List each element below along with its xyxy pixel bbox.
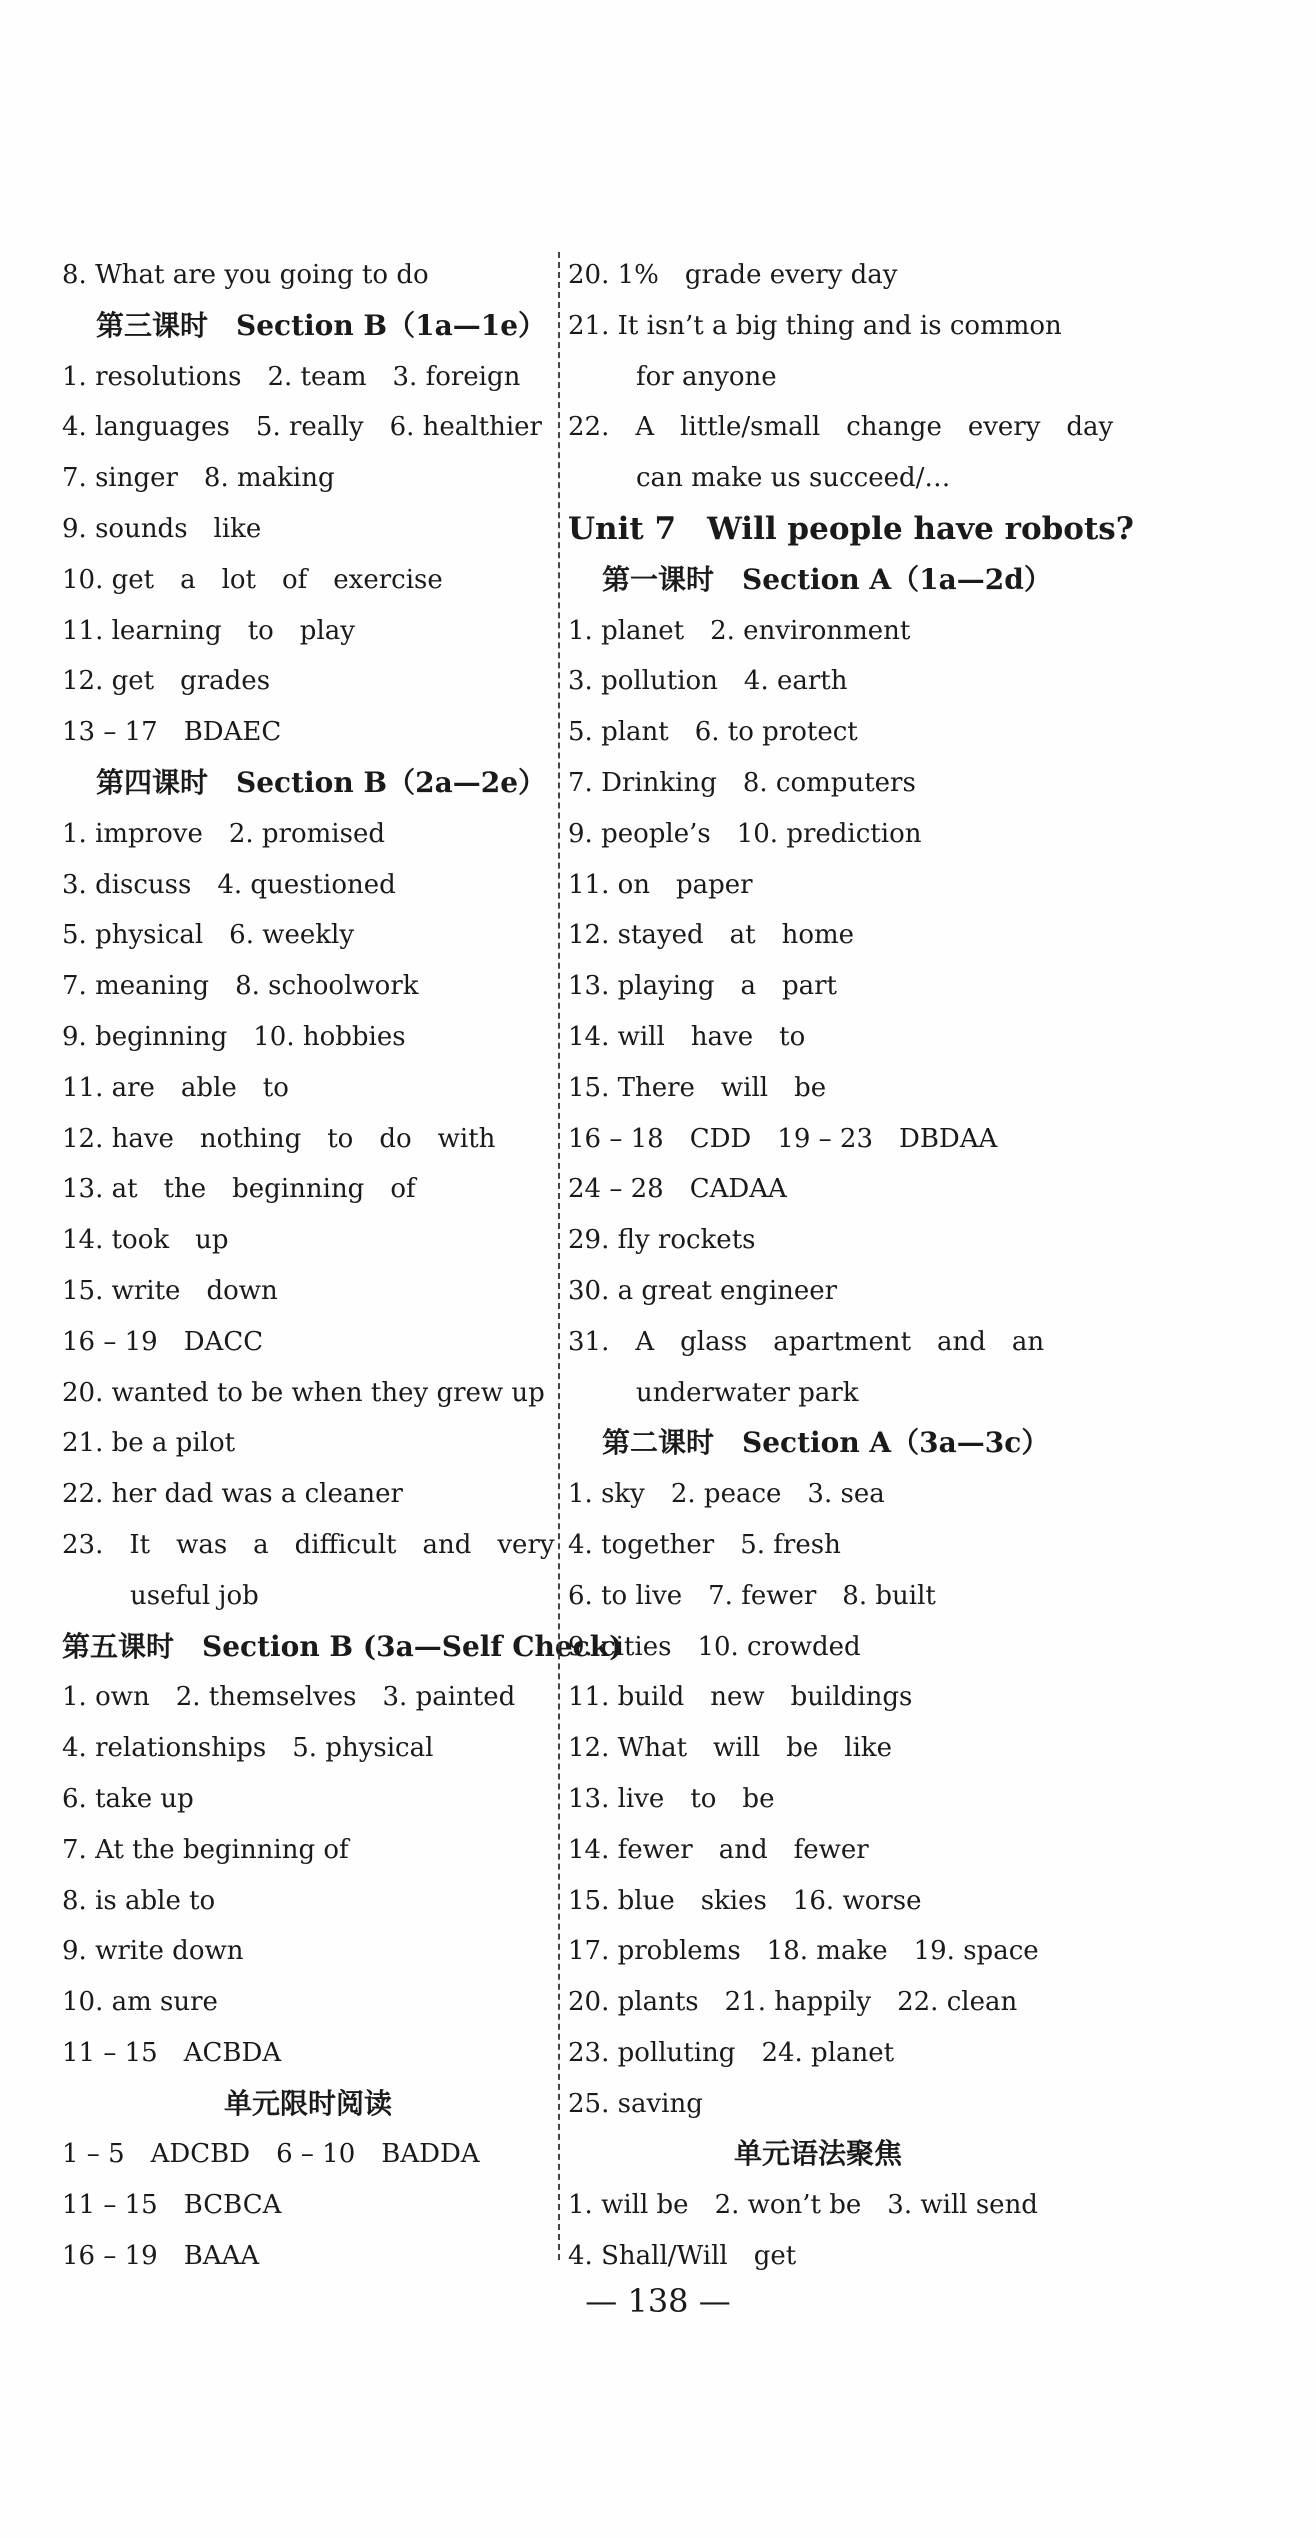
answer-line: 1 – 5 ADCBD 6 – 10 BADDA: [62, 2139, 480, 2170]
answer-line: 1. planet 2. environment: [568, 615, 911, 646]
answer-line: 14. fewer and fewer: [568, 1834, 869, 1865]
unit-title: Unit 7 Will people have robots?: [568, 510, 1134, 547]
answer-line: 17. problems 18. make 19. space: [568, 1936, 1039, 1967]
answer-line: 12. What will be like: [568, 1733, 893, 1764]
answer-line: 15. write down: [62, 1275, 278, 1306]
section-heading: 第五课时 Section B (3a—Self Check): [62, 1629, 623, 1663]
answer-line: 21. be a pilot: [62, 1428, 236, 1459]
section-heading: 第四课时 Section B（2a—2e）: [96, 765, 547, 799]
answer-line: 1. improve 2. promised: [62, 818, 385, 849]
answer-line: 4. together 5. fresh: [568, 1529, 841, 1560]
answer-line: 12. have nothing to do with: [62, 1123, 496, 1154]
answer-line: 13. at the beginning of: [62, 1174, 416, 1205]
answer-line: 5. plant 6. to protect: [568, 717, 858, 748]
answer-line: 4. Shall/Will get: [568, 2241, 797, 2272]
answer-line: 11. build new buildings: [568, 1682, 913, 1713]
answer-line: 25. saving: [568, 2088, 703, 2119]
answer-line: 8. is able to: [62, 1885, 216, 1916]
answer-line: 7. meaning 8. schoolwork: [62, 971, 419, 1002]
answer-line: 21. It isn’t a big thing and is common: [568, 310, 1062, 341]
column-divider: [558, 252, 560, 2260]
answer-line: 15. blue skies 16. worse: [568, 1885, 922, 1916]
answer-line: 16 – 19 BAAA: [62, 2241, 260, 2272]
answer-line: 8. What are you going to do: [62, 260, 429, 290]
answer-line: 9. people’s 10. prediction: [568, 818, 922, 849]
answer-line: 11 – 15 BCBCA: [62, 2190, 282, 2221]
answer-line: 11 – 15 ACBDA: [62, 2037, 282, 2068]
answer-line: 16 – 19 DACC: [62, 1326, 264, 1357]
answer-line: 14. took up: [62, 1225, 229, 1256]
answer-line: 9. cities 10. crowded: [568, 1631, 861, 1662]
answer-line: 13. live to be: [568, 1783, 775, 1814]
answer-line: 3. discuss 4. questioned: [62, 869, 396, 900]
answer-line: 1. sky 2. peace 3. sea: [568, 1479, 885, 1510]
answer-line: 20. plants 21. happily 22. clean: [568, 1987, 1018, 2018]
answer-line: 6. to live 7. fewer 8. built: [568, 1580, 936, 1611]
answer-line: 10. get a lot of exercise: [62, 564, 443, 595]
section-heading: 单元限时阅读: [223, 2086, 392, 2120]
answer-line: 12. get grades: [62, 666, 271, 697]
left-column: [62, 250, 623, 2282]
answer-line: 16 – 18 CDD 19 – 23 DBDAA: [568, 1123, 998, 1154]
answer-line: 7. Drinking 8. computers: [568, 767, 916, 798]
section-heading: 第一课时 Section A（1a—2d）: [602, 562, 1052, 596]
answer-line: 4. relationships 5. physical: [62, 1733, 434, 1764]
page-number: — 138 —: [585, 2282, 731, 2320]
answer-line: 22. her dad was a cleaner: [62, 1479, 403, 1510]
answer-line: 12. stayed at home: [568, 920, 855, 951]
answer-line: 20. 1% grade every day: [568, 260, 898, 290]
answer-line: 7. At the beginning of: [62, 1834, 349, 1865]
section-heading: 第二课时 Section A（3a—3c）: [602, 1426, 1050, 1460]
answer-line-continuation: useful job: [130, 1580, 259, 1611]
answer-line: 14. will have to: [568, 1021, 806, 1052]
answer-line: 23. polluting 24. planet: [568, 2037, 895, 2068]
answer-line: 3. pollution 4. earth: [568, 666, 848, 697]
answer-line: 6. take up: [62, 1783, 194, 1814]
answer-line: 22. A little/small change every day: [568, 412, 1114, 443]
answer-line: 7. singer 8. making: [62, 463, 335, 494]
answer-line: 31. A glass apartment and an: [568, 1326, 1045, 1357]
answer-line: 24 – 28 CADAA: [568, 1174, 787, 1205]
answer-line: 11. are able to: [62, 1072, 289, 1103]
answer-line: 15. There will be: [568, 1072, 827, 1103]
answer-line: 9. beginning 10. hobbies: [62, 1021, 406, 1052]
answer-line: 11. on paper: [568, 869, 753, 900]
answer-line: 13. playing a part: [568, 971, 837, 1002]
answer-line: 1. own 2. themselves 3. painted: [62, 1682, 516, 1713]
answer-line: 29. fly rockets: [568, 1225, 756, 1256]
answer-line: 1. resolutions 2. team 3. foreign: [62, 361, 521, 392]
answer-line: 5. physical 6. weekly: [62, 920, 355, 951]
answer-line: 9. sounds like: [62, 513, 262, 544]
answer-line: 4. languages 5. really 6. healthier: [62, 412, 542, 443]
answer-line: 11. learning to play: [62, 615, 355, 646]
answer-line: 9. write down: [62, 1936, 244, 1967]
section-heading: 第三课时 Section B（1a—1e）: [96, 308, 547, 342]
answer-line-continuation: can make us succeed/…: [636, 463, 951, 494]
answer-line: 10. am sure: [62, 1987, 218, 2018]
answer-line: 13 – 17 BDAEC: [62, 717, 282, 748]
answer-line: 30. a great engineer: [568, 1275, 838, 1306]
section-heading: 单元语法聚焦: [733, 2137, 902, 2171]
answer-line: 23. It was a difficult and very: [62, 1529, 555, 1560]
answer-line: 1. will be 2. won’t be 3. will send: [568, 2190, 1038, 2221]
answer-line-continuation: for anyone: [636, 361, 777, 392]
right-column: [568, 250, 1134, 2282]
answer-line-continuation: underwater park: [636, 1377, 859, 1408]
answer-line: 20. wanted to be when they grew up: [62, 1377, 545, 1408]
